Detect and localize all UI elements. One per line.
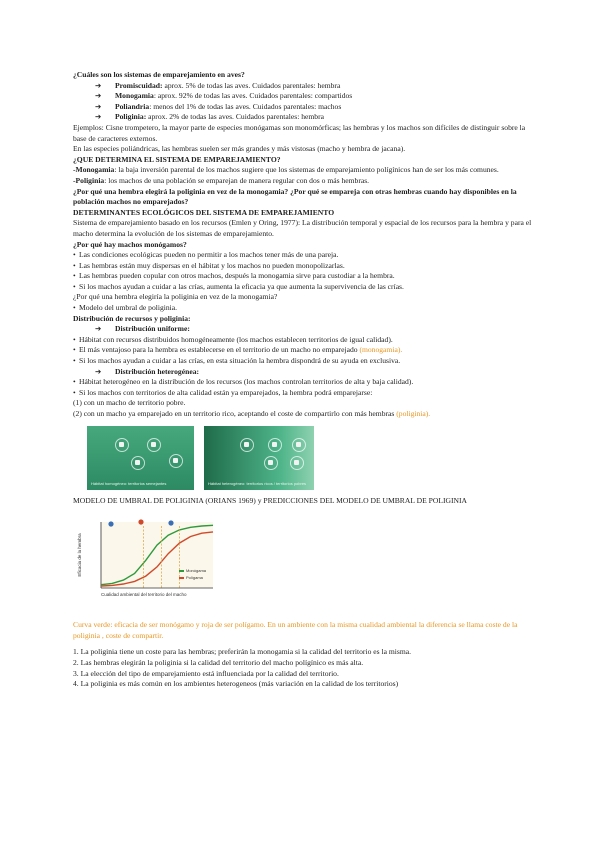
y-axis-label: Eficacia de la hembra (77, 533, 82, 577)
arrow-icon: ➔ (95, 91, 102, 101)
subheading-uniform: ➔ Distribución uniforme: (95, 324, 190, 334)
question-line: ¿Por qué una hembra elegiría la poliginia en vez de la monogamia? (73, 292, 278, 302)
list-item: ➔ Poliandria: menos del 1% de todas las aves. Cuidados parentales: machos (95, 101, 342, 111)
prediction-item: 1. La poliginia tiene un coste para las hembras; preferirán la monogamia si la calidad del territorio es la misma. (73, 647, 412, 657)
arrow-icon: ➔ (95, 101, 102, 111)
option-line: (2) con un macho ya emparejado en un territorio rico, aceptando el coste de compartirlo con más hembras (poliginia). (73, 409, 431, 418)
x-axis-label: Cualidad ambiental del territorio del macho (101, 592, 187, 598)
bullet-icon: • (73, 250, 76, 260)
territory-icon (268, 438, 282, 452)
model-title: MODELO DE UMBRAL DE POLIGINIA (ORIANS 1969) y PREDICCIONES DEL MODELO DE UMBRAL DE POLIGINIA (73, 495, 468, 505)
heading-ecological: DETERMINANTES ECOLÓGICOS DEL SISTEMA DE EMPAREJAMIENTO (73, 207, 335, 217)
legend-swatch (179, 577, 184, 579)
territory-icon (290, 456, 304, 470)
arrow-icon: ➔ (95, 366, 102, 376)
heading-mating-systems: ¿Cuáles son los sistemas de emparejamiento en aves? (73, 70, 245, 79)
threshold-chart (73, 510, 533, 620)
list-item: ➔ Promiscuidad: aprox. 5% de todas las aves. Cuidados parentales: hembra (95, 80, 341, 90)
territory-icon (131, 456, 145, 470)
bullet-icon: • (73, 345, 76, 355)
bullet-icon: • (73, 334, 76, 344)
heading-resources-polygyny: Distribución de recursos y poliginia: (73, 313, 191, 323)
option-line: (1) con un macho de territorio pobre. (73, 398, 186, 408)
bird-icon (138, 520, 143, 525)
habitat-figures (73, 426, 533, 492)
territory-icon (264, 456, 278, 470)
list-item: • El más ventajoso para la hembra es establecerse en el territorio de un macho no emparejado (monogamia). (73, 345, 403, 355)
bullet-icon: • (73, 356, 76, 366)
territory-icon (169, 454, 183, 468)
subheading-heterogeneous: ➔ Distribución heterogénea: (95, 366, 200, 376)
figure-caption: Hábitat homogéneo: territorios semejantes (91, 480, 167, 486)
bullet-icon: • (73, 271, 76, 281)
polyandric-paragraph: En las especies poliándricas, las hembras suelen ser más grandes y más vistosas (macho y hembra de jacana). (73, 144, 406, 154)
document-content (73, 70, 533, 690)
monogamy-paragraph: -Monogamia: la baja inversión parental de los machos sugiere que los sistemas de emparejamiento polígínicos han de ser los más comunes. (73, 165, 499, 175)
prediction-item: 4. La poliginia es más común en los ambientes heterogeneos (más variación en la calidad de los territorios) (73, 679, 399, 689)
bird-icon (108, 522, 113, 527)
bullet-icon: • (73, 387, 76, 397)
heading-monogamous-males: ¿Por qué hay machos monógamos? (73, 239, 187, 249)
territory-icon (240, 438, 254, 452)
list-item: • Las condiciones ecológicas pueden no permitir a los machos tener más de una pareja. (73, 250, 339, 260)
arrow-icon: ➔ (95, 80, 102, 90)
prediction-item: 2. Las hembras elegirán la poliginia si la calidad del territorio del macho polígínico es más alta. (73, 657, 364, 667)
list-item: • Las hembras están muy dispersas en el hábitat y los machos no pueden monopolizarlas. (73, 260, 345, 270)
territory-icon (115, 438, 129, 452)
territory-icon (147, 438, 161, 452)
list-item: • Modelo del umbral de poliginia. (73, 303, 178, 313)
heterogeneous-habitat-image (204, 426, 314, 490)
legend-label: Polígama (186, 575, 203, 581)
list-item: • Hábitat heterogéneo en la distribución de los recursos (los machos controlan territorios de alta y baja calidad). (73, 377, 414, 387)
list-item: • Las hembras pueden copular con otros machos, después la monogamia sirve para custodiar a la hembra. (73, 271, 395, 281)
list-item: • Hábitat con recursos distribuidos homogéneamente (los machos establecen territorios de igual calidad). (73, 334, 393, 344)
bullet-icon: • (73, 303, 76, 313)
list-item: ➔ Poliginia: aprox. 2% de todas las aves. Cuidados parentales: hembra (95, 112, 325, 122)
polygyny-paragraph: -Poliginia: los machos de una población se emparejan de manera regular con dos o más hembras. (73, 175, 370, 185)
list-item: • Si los machos con territorios de alta calidad están ya emparejados, la hembra podrá emparejarse: (73, 387, 373, 397)
bird-icon (168, 521, 173, 526)
bullet-icon: • (73, 281, 76, 291)
arrow-icon: ➔ (95, 112, 102, 122)
territory-icon (292, 438, 306, 452)
examples-paragraph: Ejemplos: Cisne trompetero, la mayor parte de especies monógamas son monomórficas; las hembras y los machos son difíciles de distinguir sobre la base de caracteres externos. (73, 122, 526, 143)
threshold-chart-svg (73, 510, 223, 610)
list-item: ➔ Monogamia: aprox. 92% de todas las aves. Cuidados parentales: compartidos (95, 91, 353, 101)
bullet-icon: • (73, 377, 76, 387)
figure-caption: Hábitat heterogéneo: territorios ricos / territorios pobres (208, 480, 307, 486)
arrow-icon: ➔ (95, 324, 102, 334)
list-item: • Si los machos ayudan a cuidar a las crías, en esta situación la hembra dispondrá de su ayuda en exclusiva. (73, 356, 401, 366)
heading-determinants: ¿QUE DETERMINA EL SISTEMA DE EMPAREJAMIENTO? (73, 154, 281, 164)
homogeneous-habitat-image (87, 426, 194, 490)
legend-swatch (179, 570, 184, 572)
heading-question-female: ¿Por qué una hembra elegirá la poliginia en vez de la monogamia? ¿Por qué se empareja con otras hembras cuando hay disponibles en la población machos no emparejados? (73, 186, 517, 207)
bullet-icon: • (73, 260, 76, 270)
resource-paragraph: Sistema de emparejamiento basado en los recursos (Emlen y Oring, 1977): La distribución temporal y espacial de los recursos para la hembra y para el macho determina la evolución de los sistemas de emparejamiento. (73, 218, 532, 238)
list-item: • Si los machos ayudan a cuidar a las crías, aumenta la eficacia ya que aumenta la supervivencia de las crías. (73, 281, 404, 291)
prediction-item: 3. La elección del tipo de emparejamiento está influenciada por la calidad del territorio. (73, 668, 339, 678)
legend-label: Monógama (186, 568, 207, 574)
orange-note: Curva verde: eficacia de ser monógamo y roja de ser polígamo. En un ambiente con la misma cualidad ambiental la diferencia se llama coste de la poliginia , coste de compartir. (73, 620, 518, 640)
